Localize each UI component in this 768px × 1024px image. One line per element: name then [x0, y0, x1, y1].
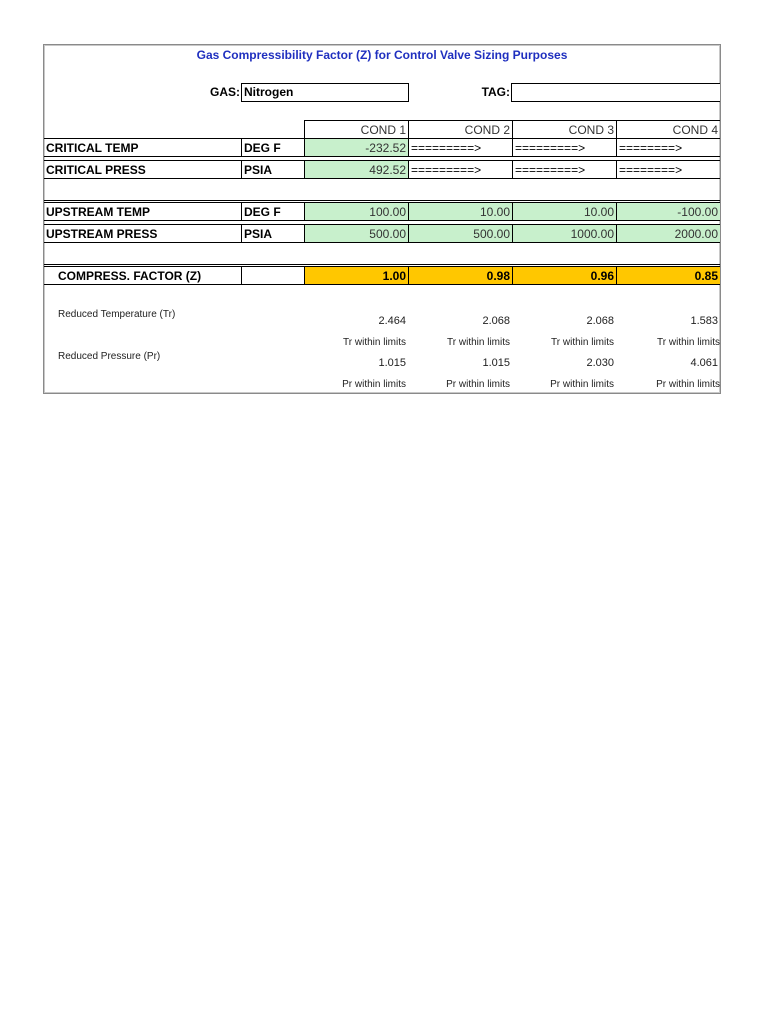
critical-temp-arrow: ========> [616, 138, 720, 157]
gas-label: GAS: [210, 85, 240, 99]
critical-press-arrow: =========> [408, 160, 513, 179]
upstream-temp-cond-3[interactable]: 10.00 [512, 202, 617, 221]
compress-factor-unit-cell [241, 266, 305, 285]
reduced-press-cond-3: 2.030 [586, 357, 614, 369]
compress-factor-cond-3: 0.96 [512, 266, 617, 285]
upstream-temp-cond-4[interactable]: -100.00 [616, 202, 720, 221]
critical-press-label: CRITICAL PRESS [44, 160, 242, 179]
spreadsheet [43, 44, 721, 394]
reduced-temp-cond-1: 2.464 [378, 315, 406, 327]
tr-status-cond-1: Tr within limits [343, 337, 406, 348]
upstream-press-unit: PSIA [241, 224, 305, 243]
upstream-press-label: UPSTREAM PRESS [44, 224, 242, 243]
cond-3-header: COND 3 [512, 120, 617, 139]
reduced-temp-label: Reduced Temperature (Tr) [58, 309, 176, 320]
compress-factor-cond-2: 0.98 [408, 266, 513, 285]
compress-factor-label: COMPRESS. FACTOR (Z) [44, 266, 242, 285]
tag-label: TAG: [481, 85, 510, 99]
critical-temp-arrow: =========> [512, 138, 617, 157]
upstream-press-cond-4[interactable]: 2000.00 [616, 224, 720, 243]
upstream-temp-cond-2[interactable]: 10.00 [408, 202, 513, 221]
critical-temp-unit: DEG F [241, 138, 305, 157]
critical-temp-value[interactable]: -232.52 [304, 138, 409, 157]
reduced-temp-cond-4: 1.583 [690, 315, 718, 327]
upstream-temp-label: UPSTREAM TEMP [44, 202, 242, 221]
upstream-temp-unit: DEG F [241, 202, 305, 221]
reduced-press-label: Reduced Pressure (Pr) [58, 351, 161, 362]
reduced-press-cond-1: 1.015 [378, 357, 406, 369]
tr-status-cond-2: Tr within limits [447, 337, 510, 348]
critical-temp-arrow: =========> [408, 138, 513, 157]
critical-press-arrow: ========> [616, 160, 720, 179]
critical-temp-label: CRITICAL TEMP [44, 138, 242, 157]
pr-status-cond-2: Pr within limits [446, 379, 510, 390]
tag-input[interactable] [511, 83, 720, 102]
reduced-press-cond-4: 4.061 [690, 357, 718, 369]
upstream-temp-cond-1[interactable]: 100.00 [304, 202, 409, 221]
tr-status-cond-3: Tr within limits [551, 337, 614, 348]
tr-status-cond-4: Tr within limits [657, 337, 720, 348]
row-divider [44, 200, 720, 201]
pr-status-cond-1: Pr within limits [342, 379, 406, 390]
critical-press-arrow: =========> [512, 160, 617, 179]
critical-press-unit: PSIA [241, 160, 305, 179]
row-divider [44, 264, 720, 265]
pr-status-cond-3: Pr within limits [550, 379, 614, 390]
upstream-press-cond-1[interactable]: 500.00 [304, 224, 409, 243]
compress-factor-cond-1: 1.00 [304, 266, 409, 285]
cond-2-header: COND 2 [408, 120, 513, 139]
upstream-press-cond-3[interactable]: 1000.00 [512, 224, 617, 243]
reduced-temp-cond-3: 2.068 [586, 315, 614, 327]
critical-press-value[interactable]: 492.52 [304, 160, 409, 179]
gas-input[interactable]: Nitrogen [241, 83, 409, 102]
compress-factor-cond-4: 0.85 [616, 266, 720, 285]
cond-4-header: COND 4 [616, 120, 720, 139]
sheet-title: Gas Compressibility Factor (Z) for Control Valve Sizing Purposes [196, 48, 568, 62]
cond-1-header: COND 1 [304, 120, 409, 139]
reduced-temp-cond-2: 2.068 [482, 315, 510, 327]
reduced-press-cond-2: 1.015 [482, 357, 510, 369]
upstream-press-cond-2[interactable]: 500.00 [408, 224, 513, 243]
pr-status-cond-4: Pr within limits [656, 379, 720, 390]
